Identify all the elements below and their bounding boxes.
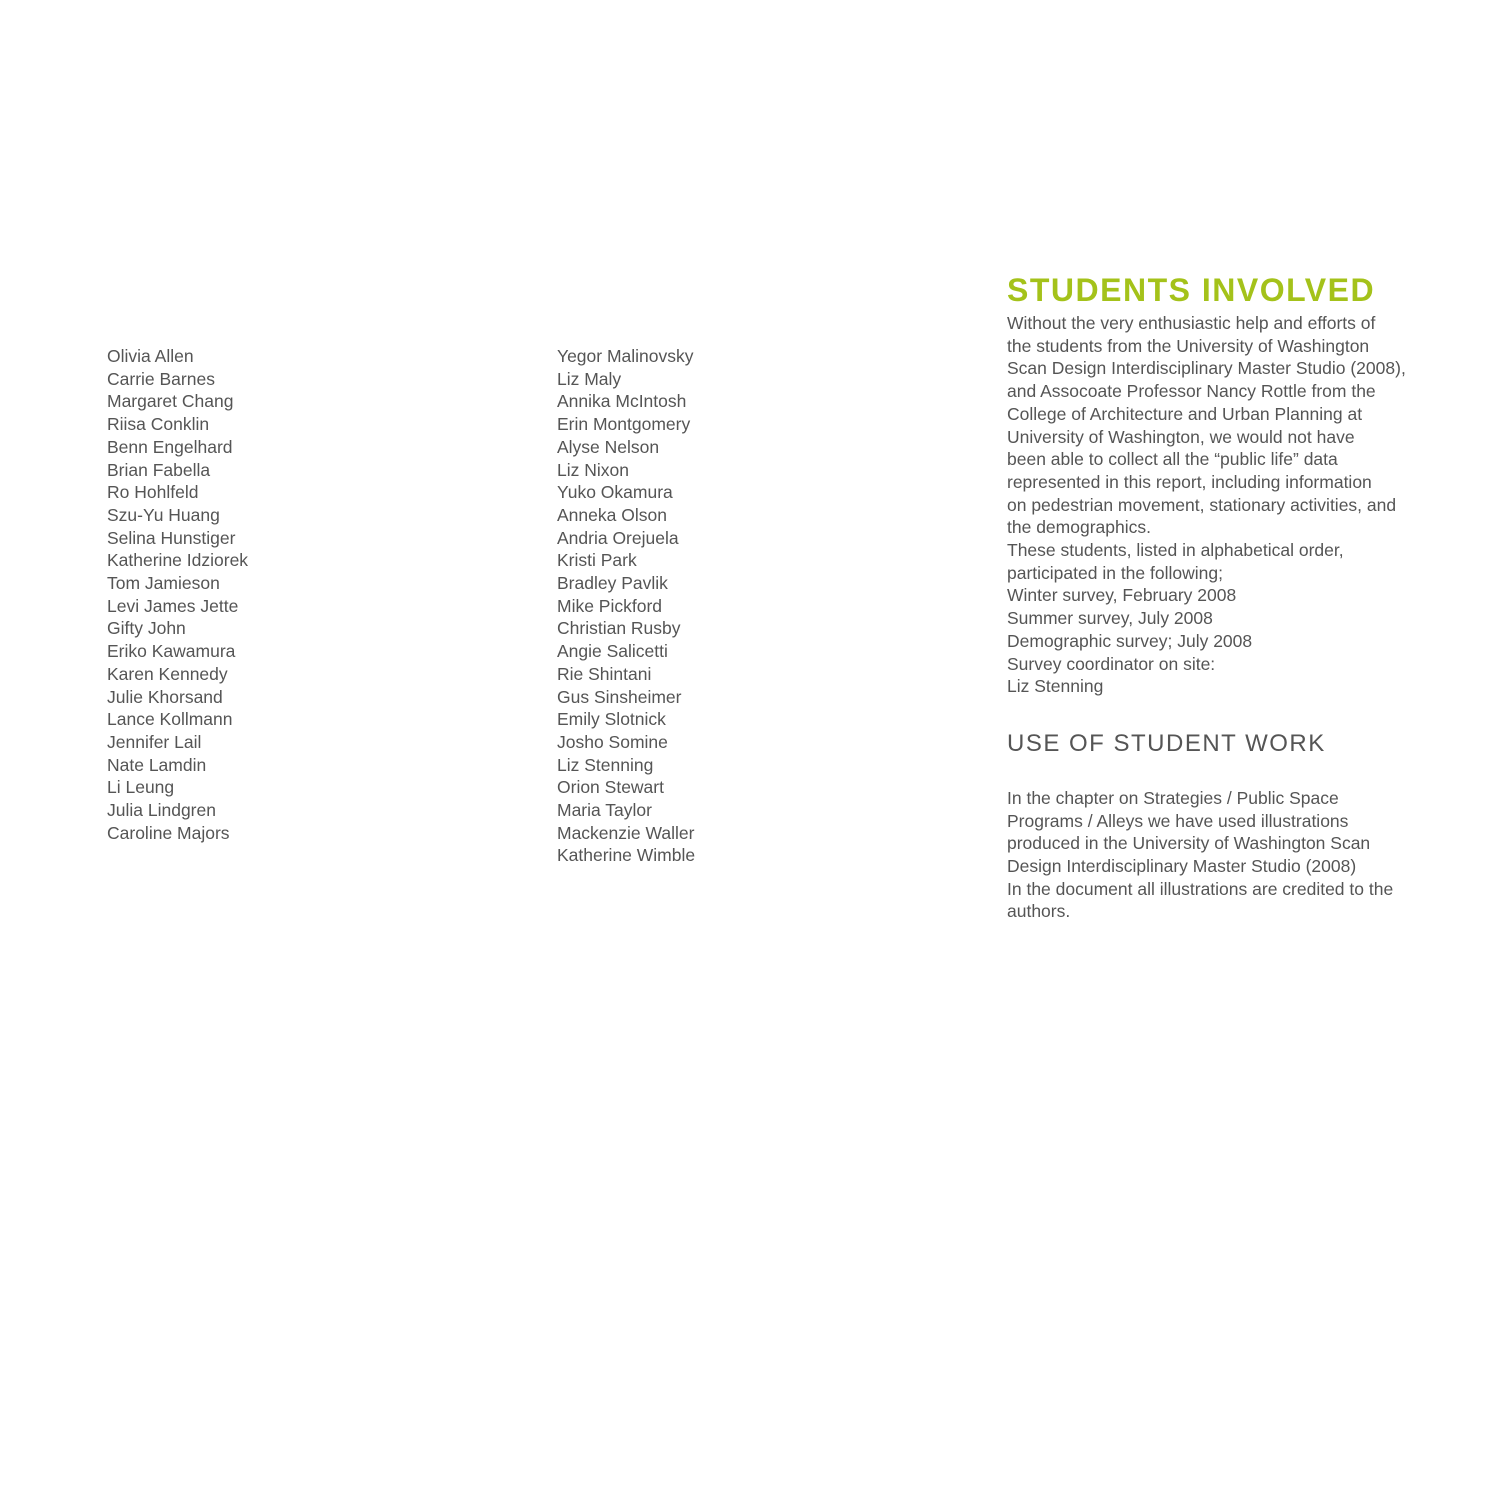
participation-line: participated in the following;: [1007, 562, 1223, 583]
usage-line: Programs / Alleys we have used illustrations: [1007, 810, 1349, 831]
student-name: Brian Fabella: [107, 459, 211, 480]
student-name: Christian Rusby: [557, 618, 681, 639]
student-name: Gifty John: [107, 618, 186, 639]
coordinator-line: Liz Stenning: [1007, 676, 1104, 697]
intro-line: College of Architecture and Urban Planning at: [1007, 403, 1363, 424]
intro-line: on pedestrian movement, stationary activities, and: [1007, 494, 1397, 515]
usage-line: produced in the University of Washington Scan: [1007, 833, 1371, 854]
student-name: Tom Jamieson: [107, 573, 220, 594]
student-name: Szu-Yu Huang: [107, 504, 220, 525]
student-name: Lance Kollmann: [107, 709, 233, 730]
student-name: Andria Orejuela: [557, 527, 679, 548]
student-name: Katherine Idziorek: [107, 550, 249, 571]
student-list-column-1: [107, 345, 487, 844]
participation-line: Demographic survey; July 2008: [1007, 630, 1253, 651]
intro-line: Without the very enthusiastic help and efforts of: [1007, 313, 1376, 333]
student-name-list: [557, 345, 937, 867]
student-name: Julie Khorsand: [107, 686, 223, 707]
usage-line: In the document all illustrations are credited to the: [1007, 878, 1394, 899]
participation-paragraph: [1007, 539, 1427, 653]
student-list-column-2: [557, 345, 937, 867]
participation-line: Summer survey, July 2008: [1007, 608, 1213, 629]
student-name: Nate Lamdin: [107, 754, 207, 775]
student-name: Erin Montgomery: [557, 414, 691, 435]
intro-line: the demographics.: [1007, 517, 1151, 538]
student-name: Alyse Nelson: [557, 436, 660, 457]
coordinator-line: Survey coordinator on site:: [1007, 653, 1216, 674]
student-name: Yuko Okamura: [557, 482, 673, 503]
student-name: Julia Lindgren: [107, 800, 216, 821]
intro-line: been able to collect all the “public life” data: [1007, 449, 1338, 470]
usage-line: Design Interdisciplinary Master Studio (2008): [1007, 856, 1357, 877]
student-name: Liz Stenning: [557, 754, 654, 775]
student-name: Riisa Conklin: [107, 414, 210, 435]
student-name: Annika McIntosh: [557, 391, 687, 412]
intro-paragraph: [1007, 312, 1427, 539]
student-name: Anneka Olson: [557, 504, 667, 525]
student-name: Angie Salicetti: [557, 641, 668, 662]
student-name: Olivia Allen: [107, 346, 194, 366]
usage-paragraph: [1007, 787, 1427, 923]
intro-line: and Assocoate Professor Nancy Rottle from the: [1007, 381, 1376, 402]
student-name: Maria Taylor: [557, 800, 652, 821]
student-name: Orion Stewart: [557, 777, 664, 798]
student-name: Bradley Pavlik: [557, 573, 668, 594]
student-name: Eriko Kawamura: [107, 641, 236, 662]
intro-line: the students from the University of Washington: [1007, 335, 1370, 356]
student-name: Benn Engelhard: [107, 436, 233, 457]
student-name: Mike Pickford: [557, 595, 663, 616]
student-name: Katherine Wimble: [557, 845, 696, 866]
usage-line: authors.: [1007, 901, 1071, 922]
student-name: Kristi Park: [557, 550, 637, 571]
section-subtitle: USE OF STUDENT WORK: [1007, 729, 1326, 757]
student-name: Mackenzie Waller: [557, 822, 695, 843]
student-name: Selina Hunstiger: [107, 527, 236, 548]
intro-line: University of Washington, we would not have: [1007, 426, 1355, 447]
student-name: Josho Somine: [557, 731, 668, 752]
student-name: Jennifer Lail: [107, 731, 202, 752]
usage-line: In the chapter on Strategies / Public Space: [1007, 787, 1339, 808]
student-name: Yegor Malinovsky: [557, 346, 694, 366]
student-name: Emily Slotnick: [557, 709, 666, 730]
section-title: STUDENTS INVOLVED: [1007, 272, 1376, 308]
student-name: Liz Maly: [557, 368, 622, 389]
student-name-list: [107, 345, 487, 844]
participation-line: Winter survey, February 2008: [1007, 585, 1237, 606]
student-name: Carrie Barnes: [107, 368, 215, 389]
intro-line: represented in this report, including information: [1007, 471, 1372, 492]
student-name: Li Leung: [107, 777, 175, 798]
participation-line: These students, listed in alphabetical order,: [1007, 540, 1344, 561]
intro-line: Scan Design Interdisciplinary Master Studio (2008),: [1007, 358, 1406, 379]
student-name: Karen Kennedy: [107, 663, 228, 684]
students-involved-section: [1007, 268, 1427, 923]
student-name: Margaret Chang: [107, 391, 234, 412]
student-name: Liz Nixon: [557, 459, 629, 480]
student-name: Gus Sinsheimer: [557, 686, 682, 707]
student-name: Ro Hohlfeld: [107, 482, 199, 503]
student-name: Levi James Jette: [107, 595, 239, 616]
student-name: Caroline Majors: [107, 822, 230, 843]
student-name: Rie Shintani: [557, 663, 652, 684]
coordinator-paragraph: [1007, 653, 1427, 698]
